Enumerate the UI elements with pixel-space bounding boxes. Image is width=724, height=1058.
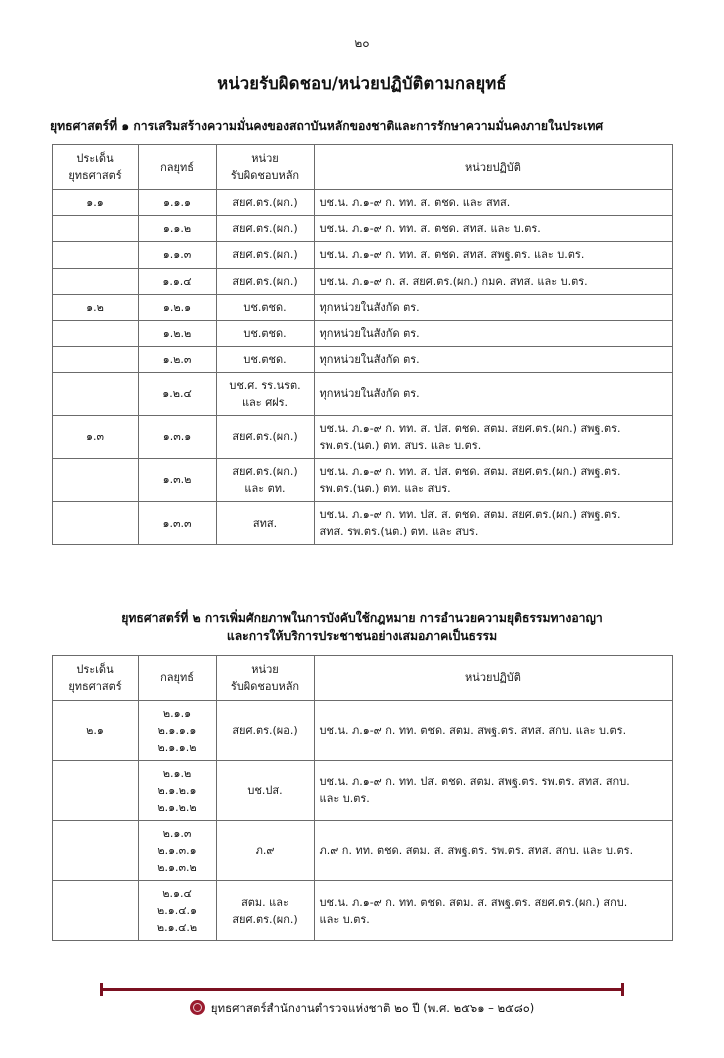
cell-issue	[52, 320, 138, 346]
cell-strategy: ๑.๓.๑	[138, 415, 216, 458]
cell-issue	[52, 821, 138, 881]
cell-owner: สยศ.ตร.(ผอ.)	[216, 700, 314, 760]
cell-units: บช.น. ภ.๑-๙ ก. ทท. ปส. ส. ตชด. สตม. สยศ.ตร.(ผก.) สพฐ.ตร. สทส. รพ.ตร.(นต.) ตท. และ สบร.	[314, 502, 672, 545]
section-2-heading	[0, 609, 724, 646]
table-row	[52, 242, 672, 268]
cell-units: บช.น. ภ.๑-๙ ก. ทท. ปส. ตชด. สตม. สพฐ.ตร. รพ.ตร. สทส. สกบ. และ บ.ตร.	[314, 760, 672, 820]
cell-issue: ๑.๑	[52, 190, 138, 216]
cell-units: บช.น. ภ.๑-๙ ก. ส. สยศ.ตร.(ผก.) กมค. สทส. และ บ.ตร.	[314, 268, 672, 294]
page-title: หน่วยรับผิดชอบ/หน่วยปฏิบัติตามกลยุทธ์	[217, 74, 507, 93]
page-number: ๒๐	[354, 36, 370, 50]
cell-units: บช.น. ภ.๑-๙ ก. ทท. ส. ปส. ตชด. สตม. สยศ.ตร.(ผก.) สพฐ.ตร. รพ.ตร.(นต.) ตท. และ สบร.	[314, 458, 672, 501]
cell-units: ทุกหน่วยในสังกัด ตร.	[314, 294, 672, 320]
table-header-row	[52, 655, 672, 700]
cell-issue	[52, 268, 138, 294]
table-row	[52, 415, 672, 458]
table-row	[52, 320, 672, 346]
section-2-heading-line2: และการให้บริการประชาชนอย่างเสมอภาคเป็นธรรม	[226, 629, 498, 644]
table-row	[52, 700, 672, 760]
cell-strategy: ๑.๓.๒	[138, 458, 216, 501]
cell-strategy: ๑.๒.๒	[138, 320, 216, 346]
column-header-issue-line2: ยุทธศาสตร์	[68, 169, 122, 183]
cell-issue	[52, 881, 138, 941]
cell-units: ภ.๙ ก. ทท. ตชด. สตม. ส. สพฐ.ตร. รพ.ตร. สทส. สกบ. และ บ.ตร.	[314, 821, 672, 881]
table-row	[52, 346, 672, 372]
footer-text: ยุทธศาสตร์สำนักงานตำรวจแห่งชาติ ๒๐ ปี (พ.ศ. ๒๕๖๑ – ๒๕๘๐)	[210, 1001, 535, 1015]
cell-owner: สยศ.ตร.(ผก.)	[216, 415, 314, 458]
cell-strategy: ๑.๒.๔	[138, 372, 216, 415]
cell-units: บช.น. ภ.๑-๙ ก. ทท. ส. ปส. ตชด. สตม. สยศ.ตร.(ผก.) สพฐ.ตร. รพ.ตร.(นต.) ตท. สบร. และ บ.ตร.	[314, 415, 672, 458]
column-header-issue	[52, 145, 138, 190]
cell-issue: ๑.๒	[52, 294, 138, 320]
cell-units: ทุกหน่วยในสังกัด ตร.	[314, 372, 672, 415]
cell-owner: บช.ตชด.	[216, 320, 314, 346]
column-header-issue	[52, 655, 138, 700]
table-row	[52, 216, 672, 242]
table-row	[52, 458, 672, 501]
column-header-issue-line1: ประเด็น	[76, 662, 114, 676]
cell-owner: สยศ.ตร.(ผก.)	[216, 268, 314, 294]
police-seal-icon	[190, 1000, 205, 1015]
column-header-owner	[216, 145, 314, 190]
cell-strategy: ๑.๑.๔	[138, 268, 216, 294]
cell-strategy: ๑.๒.๓	[138, 346, 216, 372]
table-row	[52, 372, 672, 415]
column-header-strategy: กลยุทธ์	[138, 145, 216, 190]
cell-issue	[52, 502, 138, 545]
column-header-units: หน่วยปฏิบัติ	[314, 655, 672, 700]
cell-owner: บช.ตชด.	[216, 346, 314, 372]
table-row	[52, 502, 672, 545]
cell-strategy: ๑.๑.๓	[138, 242, 216, 268]
cell-units: บช.น. ภ.๑-๙ ก. ทท. ส. ตชด. สทส. และ บ.ตร.	[314, 216, 672, 242]
section-1-heading: ยุทธศาสตร์ที่ ๑ การเสริมสร้างความมั่นคงของสถาบันหลักของชาติและการรักษาความมั่นคงภายในประเทศ	[50, 119, 604, 133]
column-header-strategy: กลยุทธ์	[138, 655, 216, 700]
cell-units: บช.น. ภ.๑-๙ ก. ทท. ตชด. สตม. ส. สพฐ.ตร. สยศ.ตร.(ผก.) สกบ. และ บ.ตร.	[314, 881, 672, 941]
cell-owner: สตม. และ สยศ.ตร.(ผก.)	[216, 881, 314, 941]
cell-owner: ภ.๙	[216, 821, 314, 881]
cell-strategy: ๒.๑.๔ ๒.๑.๔.๑ ๒.๑.๔.๒	[138, 881, 216, 941]
cell-owner: บช.ศ. รร.นรต. และ ศฝร.	[216, 372, 314, 415]
cell-issue: ๑.๓	[52, 415, 138, 458]
cell-owner: บช.ตชด.	[216, 294, 314, 320]
column-header-owner-line2: รับผิดชอบหลัก	[230, 679, 300, 693]
cell-strategy: ๒.๑.๓ ๒.๑.๓.๑ ๒.๑.๓.๒	[138, 821, 216, 881]
cell-issue	[52, 242, 138, 268]
cell-strategy: ๒.๑.๒ ๒.๑.๒.๑ ๒.๑.๒.๒	[138, 760, 216, 820]
column-header-owner-line1: หน่วย	[251, 152, 279, 166]
cell-units: บช.น. ภ.๑-๙ ก. ทท. ตชด. สตม. สพฐ.ตร. สทส. สกบ. และ บ.ตร.	[314, 700, 672, 760]
table-header-row	[52, 145, 672, 190]
table-row	[52, 190, 672, 216]
section-2-heading-line1: ยุทธศาสตร์ที่ ๒ การเพิ่มศักยภาพในการบังคับใช้กฎหมาย การอำนวยความยุติธรรมทางอาญา	[121, 611, 603, 626]
column-header-issue-line2: ยุทธศาสตร์	[68, 679, 122, 693]
cell-strategy: ๑.๑.๒	[138, 216, 216, 242]
table-row	[52, 881, 672, 941]
column-header-owner-line2: รับผิดชอบหลัก	[230, 169, 300, 183]
footer-divider	[100, 988, 624, 991]
table-row	[52, 294, 672, 320]
cell-strategy: ๒.๑.๑ ๒.๑.๑.๑ ๒.๑.๑.๒	[138, 700, 216, 760]
strategy-table-2	[52, 655, 673, 942]
table-row	[52, 760, 672, 820]
cell-units: บช.น. ภ.๑-๙ ก. ทท. ส. ตชด. และ สทส.	[314, 190, 672, 216]
footer-text-wrap	[0, 1000, 724, 1018]
column-header-units: หน่วยปฏิบัติ	[314, 145, 672, 190]
cell-issue	[52, 372, 138, 415]
cell-issue	[52, 346, 138, 372]
cell-strategy: ๑.๓.๓	[138, 502, 216, 545]
strategy-table-1	[52, 144, 673, 545]
cell-units: บช.น. ภ.๑-๙ ก. ทท. ส. ตชด. สทส. สพฐ.ตร. และ บ.ตร.	[314, 242, 672, 268]
document-page	[0, 34, 724, 1058]
table-row	[52, 821, 672, 881]
cell-strategy: ๑.๑.๑	[138, 190, 216, 216]
page-footer	[0, 988, 724, 1028]
cell-issue	[52, 458, 138, 501]
cell-issue	[52, 216, 138, 242]
column-header-issue-line1: ประเด็น	[76, 152, 114, 166]
cell-owner: สทส.	[216, 502, 314, 545]
cell-owner: สยศ.ตร.(ผก.)	[216, 242, 314, 268]
cell-units: ทุกหน่วยในสังกัด ตร.	[314, 346, 672, 372]
cell-strategy: ๑.๒.๑	[138, 294, 216, 320]
cell-owner: สยศ.ตร.(ผก.) และ ตท.	[216, 458, 314, 501]
column-header-owner-line1: หน่วย	[251, 662, 279, 676]
cell-owner: สยศ.ตร.(ผก.)	[216, 216, 314, 242]
column-header-owner	[216, 655, 314, 700]
cell-owner: สยศ.ตร.(ผก.)	[216, 190, 314, 216]
table-row	[52, 268, 672, 294]
cell-owner: บช.ปส.	[216, 760, 314, 820]
cell-issue: ๒.๑	[52, 700, 138, 760]
cell-units: ทุกหน่วยในสังกัด ตร.	[314, 320, 672, 346]
cell-issue	[52, 760, 138, 820]
